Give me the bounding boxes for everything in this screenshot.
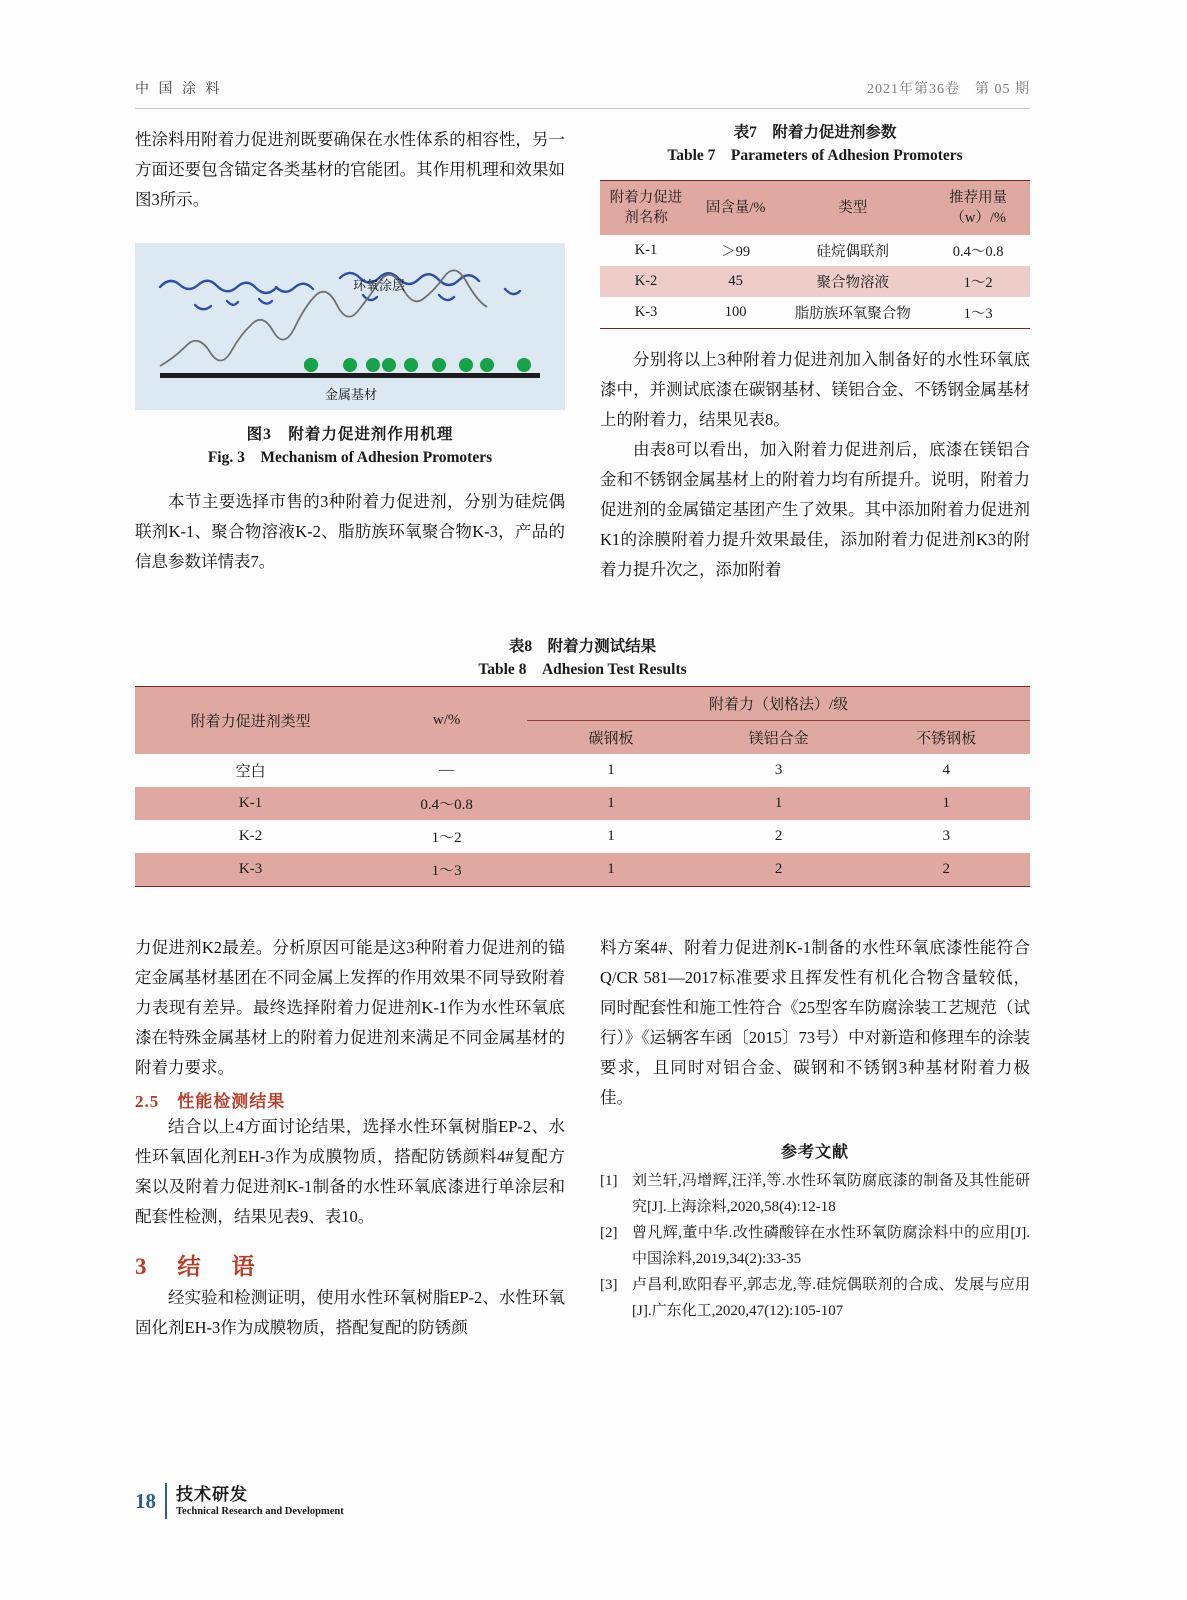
bottom-left-paragraph-1: 力促进剂K2最差。分析原因可能是这3种附着力促进剂的锚定金属基材基团在不同金属上发挥的作用效果不同导致附着力表现有差异。最终选择附着力促进剂K-1作为水性环氧底漆在特殊金属基材上的附着力促进剂来满足不同金属基材的附着力要求。: [135, 938, 565, 1077]
cell: 1: [862, 787, 1030, 820]
cell: K-1: [135, 787, 366, 820]
reference-item: [600, 1220, 1030, 1272]
table-7: [600, 180, 1030, 329]
cell: K-1: [634, 242, 658, 258]
table-row: [600, 266, 1030, 297]
cell: 100: [692, 297, 779, 329]
cell: 1～2: [926, 266, 1030, 297]
right-column-top: [600, 345, 1030, 585]
table-row: [135, 853, 1030, 887]
cell: 2: [774, 828, 783, 844]
table-row: [135, 787, 1030, 820]
left-column-paragraph-2: 本节主要选择市售的3种附着力促进剂，分别为硅烷偶联剂K-1、聚合物溶液K-2、脂肪族环氧聚合物K-3，产品的信息参数详情表7。: [135, 492, 565, 571]
footer-divider: [165, 1483, 167, 1519]
table-8-header-w: w/%: [366, 687, 527, 755]
cell: 2: [862, 853, 1030, 887]
table-8-caption-en: Table 8 Adhesion Test Results: [478, 661, 687, 678]
reference-text: 曾凡辉,董中华.改性磷酸锌在水性环氧防腐涂料中的应用[J].中国涂料,2019,34(2):33-35: [632, 1225, 1030, 1267]
cell: —: [439, 762, 455, 778]
page-number: 18: [135, 1488, 156, 1513]
cell: 0.4～0.8: [366, 787, 527, 820]
table-8-header-group: 附着力（划格法）/级: [527, 687, 1030, 721]
left-column-paragraph-1: 性涂料用附着力促进剂既要确保在水性体系的相容性，另一方面还要包含锚定各类基材的官能团。其作用机理和效果如图3所示。: [135, 130, 565, 209]
page-footer: [135, 1483, 344, 1519]
reference-text: 刘兰轩,冯增辉,汪洋,等.水性环氧防腐底漆的制备及其性能研究[J].上海涂料,2020,58(4):12-18: [632, 1173, 1030, 1215]
cell: 4: [942, 762, 950, 778]
table-7-caption-cn: 表7 附着力促进剂参数: [733, 124, 897, 141]
table-7-header-solid: 固含量/%: [692, 181, 779, 236]
cell: 3: [774, 762, 783, 778]
table-8: [135, 686, 1030, 887]
bottom-right-paragraph-1: 料方案4#、附着力促进剂K-1制备的水性环氧底漆性能符合Q/CR 581—2017标准要求且挥发性有机化合物含量较低，同时配套性和施工性符合《25型客车防腐涂装工艺规范（试行）》《运辆客车函〔2015〕73号）中对新造和修理车的涂装要求，且同时对铝合金、碳钢和不锈钢3种基材附着力极佳。: [600, 938, 1030, 1107]
figure-3-image: [135, 243, 565, 410]
section-heading-2-5: 2.5 性能检测结果: [135, 1092, 286, 1111]
cell: 3: [942, 828, 950, 844]
cell: K-3: [135, 853, 366, 887]
cell: 空白: [235, 764, 266, 780]
figure-3-caption-en: Fig. 3 Mechanism of Adhesion Promoters: [207, 449, 493, 466]
right-column-paragraph-1: 分别将以上3种附着力促进剂加入制备好的水性环氧底漆中，并测试底漆在碳钢基材、镁铝合金、不锈钢金属基材上的附着力，结果见表8。: [600, 350, 1030, 429]
header-divider: [135, 108, 1030, 109]
cell: K-2: [600, 266, 692, 297]
reference-item: [600, 1168, 1030, 1220]
table-8-caption-cn: 表8 附着力测试结果: [508, 638, 657, 655]
table-8-subheader-magalloy: 镁铝合金: [695, 721, 863, 755]
cell: K-3: [600, 297, 692, 329]
cell: 脂肪族环氧聚合物: [779, 297, 926, 329]
section-heading-3: 3 结 语: [135, 1254, 259, 1279]
table-row: [135, 820, 1030, 853]
table-row: [135, 754, 1030, 787]
right-column-paragraph-2: 由表8可以看出，加入附着力促进剂后，底漆在镁铝合金和不锈钢金属基材上的附着力均有所提升。说明，附着力促进剂的金属锚定基团产生了效果。其中添加附着力促进剂K1的涂膜附着力提升效果最佳，添加附着力促进剂K3的附着力提升次之，添加附着: [600, 440, 1030, 579]
reference-item: [600, 1272, 1030, 1324]
journal-name: 中 国 涂 料: [135, 82, 223, 97]
bottom-left-paragraph-2: 结合以上4方面讨论结果，选择水性环氧树脂EP-2、水性环氧固化剂EH-3作为成膜物质，搭配防锈颜料4#复配方案以及附着力促进剂K-1制备的水性环氧底漆进行单涂层和配套性检测，结果见表9、表10。: [135, 1117, 565, 1226]
footer-section-cn: 技术研发: [176, 1484, 248, 1504]
cell: K-2: [238, 828, 263, 844]
figure-3-caption-cn: 图3 附着力促进剂作用机理: [246, 426, 454, 443]
cell: 1～3: [366, 853, 527, 887]
table-8-subheader-carbon: 碳钢板: [527, 721, 695, 755]
table-7-caption-en: Table 7 Parameters of Adhesion Promoters: [667, 147, 963, 164]
issue-info: 2021年第36卷 第 05 期: [867, 82, 1030, 97]
table-row: [600, 297, 1030, 329]
cell: 1～2: [431, 830, 462, 846]
cell: 2: [695, 853, 863, 887]
bottom-left-paragraph-3: 经实验和检测证明，使用水性环氧树脂EP-2、水性环氧固化剂EH-3作为成膜物质，搭配复配的防锈颜: [135, 1288, 565, 1337]
page-header: [135, 78, 1030, 98]
reference-number: [3]: [600, 1277, 618, 1293]
cell: 硅烷偶联剂: [816, 244, 890, 260]
bottom-left-column: [135, 933, 565, 1343]
svg-text:环氧涂层: 环氧涂层: [353, 278, 406, 293]
footer-section-en: Technical Research and Development: [176, 1505, 344, 1517]
cell: 1: [527, 853, 695, 887]
table-row: [600, 235, 1030, 266]
cell: 45: [692, 266, 779, 297]
bottom-right-column: [600, 933, 1030, 1324]
table-8-header-type: 附着力促进剂类型: [135, 687, 366, 755]
cell: 1: [527, 787, 695, 820]
cell: ＞99: [721, 244, 751, 260]
cell: 1～3: [926, 297, 1030, 329]
table-7-header-dosage: 推荐用量（w）/%: [926, 181, 1030, 236]
reference-text: 卢昌利,欧阳春平,郭志龙,等.硅烷偶联剂的合成、发展与应用[J].广东化工,2020,47(12):105-107: [632, 1277, 1030, 1319]
table-7-header-name: 附着力促进剂名称: [600, 181, 692, 236]
cell: 1: [607, 828, 615, 844]
references-title: 参考文献: [780, 1144, 849, 1161]
table-8-subheader-stainless: 不锈钢板: [862, 721, 1030, 755]
svg-text:金属基材: 金属基材: [325, 387, 378, 402]
reference-number: [2]: [600, 1225, 618, 1241]
cell: 1: [695, 787, 863, 820]
cell: 0.4～0.8: [952, 244, 1004, 260]
reference-number: [1]: [600, 1173, 618, 1189]
cell: 1: [607, 762, 615, 778]
cell: 聚合物溶液: [779, 266, 926, 297]
table-7-header-type: 类型: [779, 181, 926, 236]
